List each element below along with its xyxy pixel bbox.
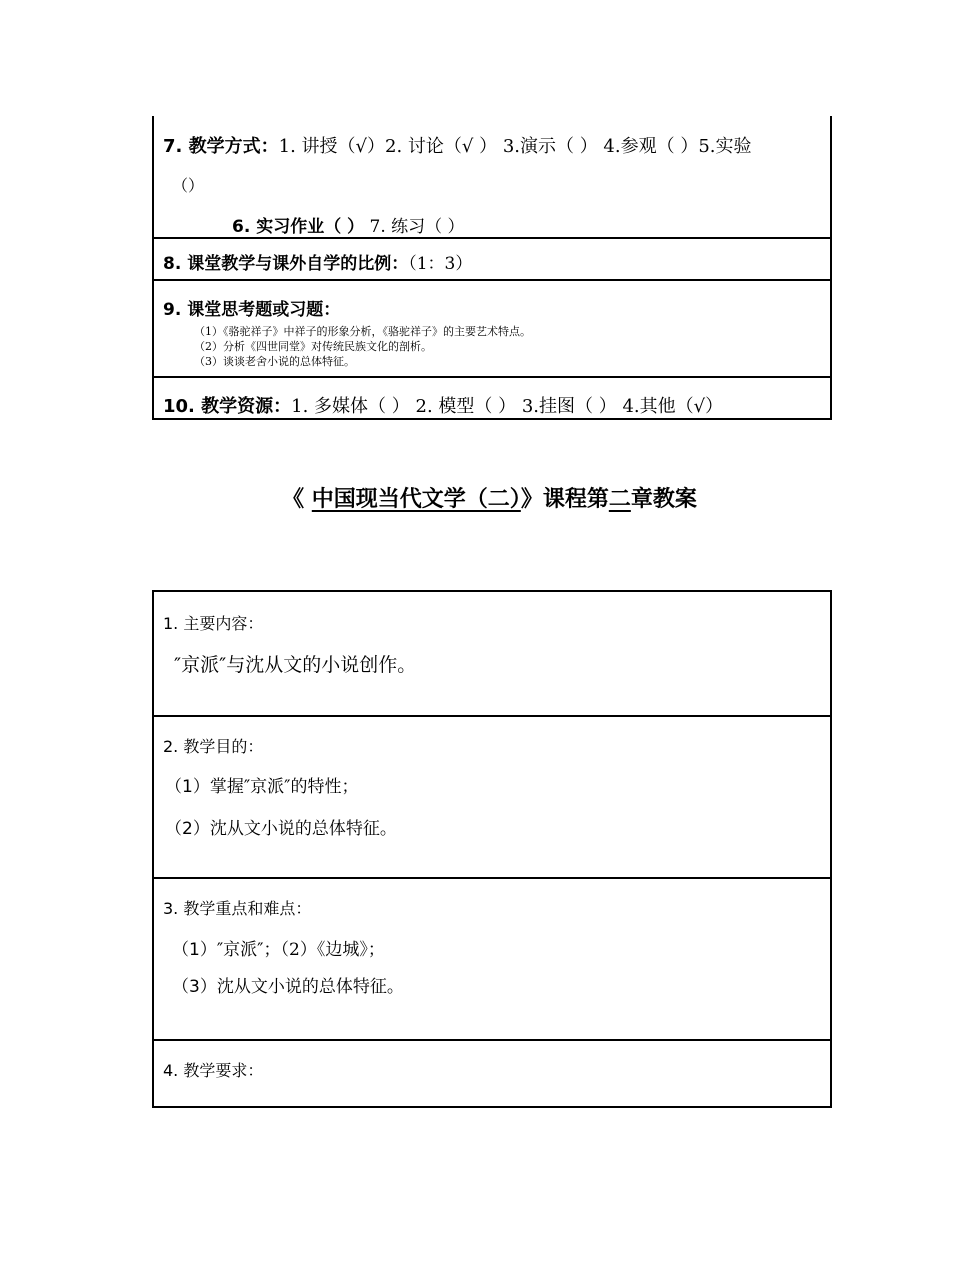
lesson-plan-table bbox=[152, 590, 832, 1108]
focus-difficulty-row bbox=[154, 877, 830, 1039]
course-name: 中国现当代文学（二） bbox=[311, 487, 521, 512]
questions-row bbox=[154, 279, 830, 376]
requirements-row bbox=[154, 1039, 830, 1106]
requirements-label: 4. 教学要求： bbox=[163, 1061, 264, 1080]
goal-item: （1）掌握″京派″的特性； bbox=[165, 777, 359, 797]
page-title: 《 中国现当代文学（二）》课程第二章教案 bbox=[282, 487, 697, 512]
question-item: （3）谈谈老舍小说的总体特征。 bbox=[194, 355, 355, 368]
teaching-goals-row bbox=[154, 715, 830, 877]
class-ratio-line: 8. 课堂教学与课外自学的比例：（1：3） bbox=[163, 254, 473, 274]
teaching-goals-label: 2. 教学目的： bbox=[163, 737, 264, 756]
main-content-text: ″京派″与沈从文的小说创作。 bbox=[174, 654, 417, 676]
focus-item-line: （1）″京派″；（2）《边城》； bbox=[172, 940, 385, 960]
resources-row bbox=[154, 376, 830, 418]
main-content-label: 1. 主要内容： bbox=[163, 614, 264, 633]
class-ratio-row bbox=[154, 237, 830, 279]
questions-label: 9. 课堂思考题或习题： bbox=[163, 300, 341, 320]
main-content-row bbox=[154, 592, 830, 715]
question-item: （1）《骆驼祥子》中祥子的形象分析，《骆驼祥子》的主要艺术特点。 bbox=[194, 325, 531, 338]
teaching-method-line2: （） bbox=[172, 176, 205, 195]
lesson-table-continued bbox=[152, 116, 832, 420]
teaching-method-row bbox=[154, 116, 830, 237]
teaching-method-line1: 7. 教学方式：1. 讲授（√）2. 讨论（√ ） 3.演示（ ） 4.参观（ ）5.实验 bbox=[163, 136, 752, 157]
teaching-method-line3: 6. 实习作业（ ） 7. 练习（ ） bbox=[232, 217, 465, 237]
focus-item-line: （3）沈从文小说的总体特征。 bbox=[172, 977, 404, 997]
focus-difficulty-label: 3. 教学重点和难点： bbox=[163, 899, 312, 918]
chapter-number: 二 bbox=[608, 487, 631, 512]
resources-line: 10. 教学资源：1. 多媒体（ ） 2. 模型（ ） 3.挂图（ ） 4.其他（√） bbox=[163, 396, 724, 417]
goal-item: （2）沈从文小说的总体特征。 bbox=[165, 819, 397, 839]
question-item: （2）分析《四世同堂》对传统民族文化的剖析。 bbox=[194, 340, 432, 353]
